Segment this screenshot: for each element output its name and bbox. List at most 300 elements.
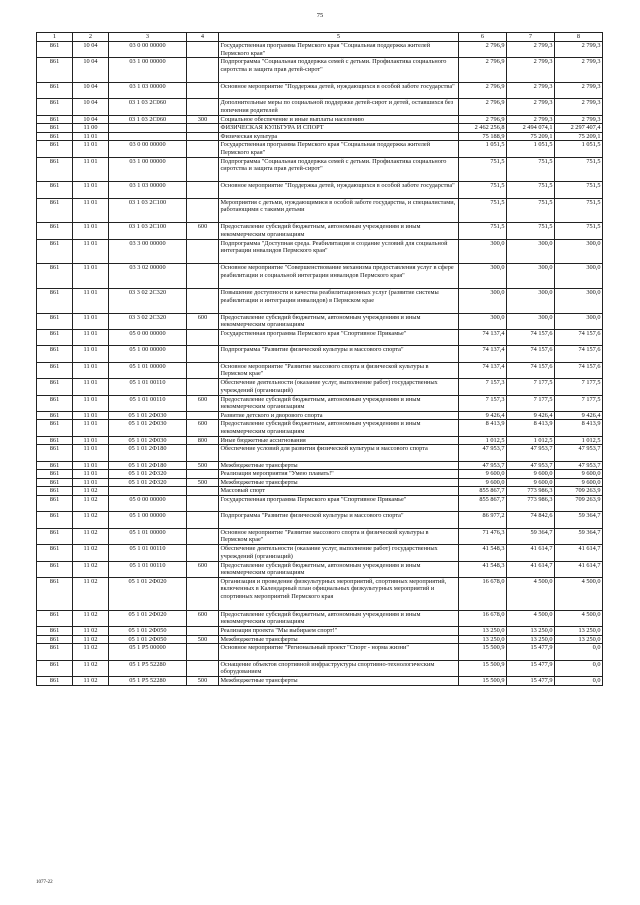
description-cell: Обеспечение условий для развития физической культуры и массового спорта: [219, 445, 459, 461]
amount-year1-cell: 74 137,4: [459, 329, 507, 345]
description-cell: Подпрограмма "Развитие физической культуры и массового спорта": [219, 512, 459, 528]
description-cell: Предоставление субсидий бюджетным, автономным учреждениям и иным некоммерческим организациям: [219, 610, 459, 626]
expense-type-cell: [187, 644, 219, 660]
amount-year2-cell: 41 614,7: [507, 561, 555, 577]
target-article-cell: 03 3 00 00000: [109, 239, 187, 264]
ministry-code-cell: 861: [37, 58, 73, 83]
ministry-code-cell: 861: [37, 660, 73, 676]
target-article-cell: 05 1 01 00110: [109, 395, 187, 411]
ministry-code-cell: 861: [37, 42, 73, 58]
ministry-code-cell: 861: [37, 478, 73, 487]
expense-type-cell: 500: [187, 635, 219, 644]
target-article-cell: 05 1 01 2Ф180: [109, 445, 187, 461]
column-header: 8: [555, 33, 603, 42]
amount-year1-cell: 47 953,7: [459, 445, 507, 461]
expense-type-cell: [187, 182, 219, 198]
ministry-code-cell: 861: [37, 239, 73, 264]
section-code-cell: 10 04: [73, 115, 109, 124]
table-row: [37, 157, 603, 182]
amount-year2-cell: 15 477,9: [507, 660, 555, 676]
target-article-cell: 03 1 03 00000: [109, 82, 187, 98]
expense-type-cell: [187, 528, 219, 544]
column-header: 7: [507, 33, 555, 42]
table-row: [37, 198, 603, 223]
table-row: [37, 577, 603, 610]
amount-year1-cell: 8 413,9: [459, 420, 507, 436]
section-code-cell: 11 02: [73, 545, 109, 561]
amount-year3-cell: 2 799,3: [555, 99, 603, 115]
expense-type-cell: [187, 157, 219, 182]
amount-year2-cell: 2 799,3: [507, 42, 555, 58]
table-row: [37, 660, 603, 676]
column-header: 2: [73, 33, 109, 42]
section-code-cell: 11 01: [73, 198, 109, 223]
amount-year3-cell: 300,0: [555, 313, 603, 329]
amount-year2-cell: 47 953,7: [507, 445, 555, 461]
amount-year3-cell: 2 799,3: [555, 58, 603, 83]
ministry-code-cell: 861: [37, 223, 73, 239]
target-article-cell: 05 1 P5 52280: [109, 660, 187, 676]
section-code-cell: 11 01: [73, 420, 109, 436]
footer-code: 1077-22: [36, 880, 53, 885]
amount-year3-cell: 2 799,3: [555, 115, 603, 124]
amount-year3-cell: 1 012,5: [555, 436, 603, 445]
amount-year1-cell: 300,0: [459, 239, 507, 264]
section-code-cell: 11 02: [73, 610, 109, 626]
target-article-cell: 03 0 00 00000: [109, 141, 187, 157]
table-row: [37, 461, 603, 470]
expense-type-cell: [187, 362, 219, 378]
ministry-code-cell: 861: [37, 362, 73, 378]
amount-year2-cell: 773 986,3: [507, 495, 555, 511]
ministry-code-cell: 861: [37, 115, 73, 124]
column-header: 1: [37, 33, 73, 42]
amount-year3-cell: 9 600,0: [555, 470, 603, 479]
amount-year2-cell: 15 477,9: [507, 676, 555, 685]
amount-year1-cell: 47 953,7: [459, 461, 507, 470]
section-code-cell: 11 02: [73, 495, 109, 511]
amount-year1-cell: 9 426,4: [459, 411, 507, 420]
amount-year3-cell: 2 799,3: [555, 82, 603, 98]
table-row: [37, 676, 603, 685]
section-code-cell: 11 02: [73, 627, 109, 636]
section-code-cell: 11 01: [73, 141, 109, 157]
expense-type-cell: 300: [187, 115, 219, 124]
amount-year1-cell: 2 462 256,8: [459, 124, 507, 133]
ministry-code-cell: 861: [37, 182, 73, 198]
description-cell: Государственная программа Пермского края "Спортивное Прикамье": [219, 495, 459, 511]
ministry-code-cell: 861: [37, 461, 73, 470]
ministry-code-cell: 861: [37, 512, 73, 528]
description-cell: Обеспечение деятельности (оказание услуг, выполнение работ) государственных учреждений (организаций): [219, 545, 459, 561]
amount-year1-cell: 13 250,0: [459, 635, 507, 644]
expense-type-cell: [187, 329, 219, 345]
amount-year2-cell: 2 799,3: [507, 82, 555, 98]
ministry-code-cell: 861: [37, 627, 73, 636]
amount-year1-cell: 41 548,3: [459, 545, 507, 561]
expense-type-cell: [187, 288, 219, 313]
table-row: [37, 610, 603, 626]
table-row: [37, 420, 603, 436]
amount-year2-cell: 75 209,1: [507, 132, 555, 141]
section-code-cell: 11 01: [73, 313, 109, 329]
amount-year1-cell: 1 051,5: [459, 141, 507, 157]
section-code-cell: 11 02: [73, 577, 109, 610]
expense-type-cell: [187, 445, 219, 461]
amount-year1-cell: 2 796,9: [459, 115, 507, 124]
expense-type-cell: 600: [187, 610, 219, 626]
table-body: [37, 42, 603, 686]
expense-type-cell: 500: [187, 478, 219, 487]
section-code-cell: 11 01: [73, 470, 109, 479]
expense-type-cell: [187, 660, 219, 676]
amount-year1-cell: 300,0: [459, 288, 507, 313]
target-article-cell: 05 1 01 00000: [109, 362, 187, 378]
ministry-code-cell: 861: [37, 635, 73, 644]
expense-type-cell: [187, 124, 219, 133]
description-cell: Реализация проекта "Мы выбираем спорт!": [219, 627, 459, 636]
description-cell: Оснащение объектов спортивной инфраструктуры спортивно-технологическим оборудованием: [219, 660, 459, 676]
target-article-cell: 05 1 01 2Ф050: [109, 635, 187, 644]
target-article-cell: 05 1 01 00000: [109, 528, 187, 544]
amount-year1-cell: 16 678,0: [459, 577, 507, 610]
description-cell: Мероприятия с детьми, нуждающимися в особой заботе государства, и специалистами, работающими с такими детьми: [219, 198, 459, 223]
expense-type-cell: [187, 470, 219, 479]
amount-year3-cell: 41 614,7: [555, 545, 603, 561]
target-article-cell: 03 0 00 00000: [109, 42, 187, 58]
amount-year3-cell: 4 500,0: [555, 577, 603, 610]
ministry-code-cell: 861: [37, 610, 73, 626]
expense-type-cell: [187, 627, 219, 636]
table-row: [37, 470, 603, 479]
expense-type-cell: 500: [187, 461, 219, 470]
expense-type-cell: 600: [187, 223, 219, 239]
table-row: [37, 346, 603, 362]
amount-year3-cell: 8 413,9: [555, 420, 603, 436]
target-article-cell: [109, 487, 187, 496]
amount-year1-cell: 2 796,9: [459, 42, 507, 58]
amount-year3-cell: 0,0: [555, 660, 603, 676]
description-cell: ФИЗИЧЕСКАЯ КУЛЬТУРА И СПОРТ: [219, 124, 459, 133]
description-cell: Государственная программа Пермского края "Спортивное Прикамье": [219, 329, 459, 345]
description-cell: Межбюджетные трансферты: [219, 478, 459, 487]
description-cell: Дополнительные меры по социальной поддержке детей-сирот и детей, оставшихся без попечения родителей: [219, 99, 459, 115]
budget-table: [36, 32, 603, 686]
amount-year2-cell: 41 614,7: [507, 545, 555, 561]
table-row: [37, 82, 603, 98]
description-cell: Организация и проведение физкультурных мероприятий, спортивных мероприятий, включенных в Календарный план официальных физкультурных мероприятий и спортивных мероприятий Пермского края: [219, 577, 459, 610]
target-article-cell: 03 1 03 00000: [109, 182, 187, 198]
amount-year2-cell: 4 500,0: [507, 610, 555, 626]
section-code-cell: 11 02: [73, 512, 109, 528]
expense-type-cell: [187, 512, 219, 528]
table-row: [37, 264, 603, 289]
ministry-code-cell: 861: [37, 141, 73, 157]
amount-year3-cell: 59 364,7: [555, 512, 603, 528]
amount-year3-cell: 751,5: [555, 157, 603, 182]
table-row: [37, 58, 603, 83]
ministry-code-cell: 861: [37, 644, 73, 660]
amount-year2-cell: 300,0: [507, 288, 555, 313]
section-code-cell: 11 01: [73, 395, 109, 411]
expense-type-cell: 600: [187, 395, 219, 411]
amount-year1-cell: 15 500,9: [459, 644, 507, 660]
table-row: [37, 635, 603, 644]
ministry-code-cell: 861: [37, 561, 73, 577]
table-row: [37, 42, 603, 58]
table-row: [37, 182, 603, 198]
section-code-cell: 11 01: [73, 329, 109, 345]
amount-year2-cell: 751,5: [507, 157, 555, 182]
expense-type-cell: 600: [187, 561, 219, 577]
amount-year1-cell: 855 867,7: [459, 495, 507, 511]
table-row: [37, 313, 603, 329]
description-cell: Развитие детского и дворового спорта: [219, 411, 459, 420]
ministry-code-cell: 861: [37, 198, 73, 223]
section-code-cell: 11 01: [73, 461, 109, 470]
amount-year1-cell: 74 137,4: [459, 346, 507, 362]
table-row: [37, 411, 603, 420]
table-row: [37, 478, 603, 487]
table-row: [37, 487, 603, 496]
table-row: [37, 288, 603, 313]
expense-type-cell: [187, 379, 219, 395]
amount-year2-cell: 47 953,7: [507, 461, 555, 470]
table-row: [37, 132, 603, 141]
table-row: [37, 436, 603, 445]
table-row: [37, 329, 603, 345]
amount-year1-cell: 7 157,3: [459, 379, 507, 395]
description-cell: Подпрограмма "Социальная поддержка семей с детьми. Профилактика социального сиротства и защита прав детей-сирот": [219, 58, 459, 83]
amount-year1-cell: 855 867,7: [459, 487, 507, 496]
section-code-cell: 10 04: [73, 99, 109, 115]
section-code-cell: 11 01: [73, 157, 109, 182]
amount-year3-cell: 7 177,5: [555, 379, 603, 395]
description-cell: Подпрограмма "Доступная среда. Реабилитация и создание условий для социальной интеграции инвалидов Пермского края": [219, 239, 459, 264]
section-code-cell: 11 01: [73, 362, 109, 378]
target-article-cell: 03 3 02 2С320: [109, 288, 187, 313]
column-header: 4: [187, 33, 219, 42]
description-cell: Предоставление субсидий бюджетным, автономным учреждениям и иным некоммерческим организациям: [219, 313, 459, 329]
description-cell: Социальное обеспечение и иные выплаты населению: [219, 115, 459, 124]
amount-year1-cell: 75 188,9: [459, 132, 507, 141]
column-header: 5: [219, 33, 459, 42]
amount-year1-cell: 41 548,3: [459, 561, 507, 577]
expense-type-cell: 500: [187, 676, 219, 685]
expense-type-cell: [187, 141, 219, 157]
ministry-code-cell: 861: [37, 470, 73, 479]
description-cell: Предоставление субсидий бюджетным, автономным учреждениям и иным некоммерческим организациям: [219, 561, 459, 577]
amount-year1-cell: 86 977,2: [459, 512, 507, 528]
amount-year2-cell: 9 426,4: [507, 411, 555, 420]
ministry-code-cell: 861: [37, 132, 73, 141]
description-cell: Основное мероприятие "Развитие массового спорта и физической культуры в Пермском крае": [219, 362, 459, 378]
expense-type-cell: [187, 198, 219, 223]
amount-year1-cell: 9 600,0: [459, 478, 507, 487]
ministry-code-cell: 861: [37, 528, 73, 544]
table-row: [37, 124, 603, 133]
expense-type-cell: [187, 495, 219, 511]
target-article-cell: 05 1 01 00110: [109, 561, 187, 577]
target-article-cell: 05 1 01 2Ф030: [109, 436, 187, 445]
amount-year3-cell: 300,0: [555, 288, 603, 313]
budget-table-container: [36, 32, 602, 686]
description-cell: Подпрограмма "Развитие физической культуры и массового спорта": [219, 346, 459, 362]
section-code-cell: 10 04: [73, 58, 109, 83]
amount-year1-cell: 751,5: [459, 182, 507, 198]
section-code-cell: 11 02: [73, 528, 109, 544]
amount-year3-cell: 0,0: [555, 644, 603, 660]
table-row: [37, 512, 603, 528]
table-header-row: [37, 33, 603, 42]
amount-year2-cell: 13 250,0: [507, 627, 555, 636]
expense-type-cell: [187, 545, 219, 561]
expense-type-cell: [187, 487, 219, 496]
section-code-cell: 11 02: [73, 635, 109, 644]
amount-year2-cell: 7 177,5: [507, 379, 555, 395]
section-code-cell: 11 01: [73, 346, 109, 362]
amount-year2-cell: 300,0: [507, 313, 555, 329]
section-code-cell: 11 01: [73, 288, 109, 313]
target-article-cell: 05 1 01 2Ф320: [109, 470, 187, 479]
target-article-cell: 03 1 03 2С100: [109, 223, 187, 239]
expense-type-cell: [187, 346, 219, 362]
expense-type-cell: [187, 132, 219, 141]
description-cell: Основное мероприятие "Региональный проект "Спорт - норма жизни": [219, 644, 459, 660]
section-code-cell: 11 01: [73, 264, 109, 289]
amount-year2-cell: 2 799,3: [507, 99, 555, 115]
target-article-cell: 05 1 01 2Ф180: [109, 461, 187, 470]
expense-type-cell: [187, 82, 219, 98]
target-article-cell: 05 0 00 00000: [109, 495, 187, 511]
amount-year2-cell: 74 157,6: [507, 329, 555, 345]
ministry-code-cell: 861: [37, 411, 73, 420]
target-article-cell: 05 1 P5 00000: [109, 644, 187, 660]
amount-year3-cell: 1 051,5: [555, 141, 603, 157]
amount-year2-cell: 9 600,0: [507, 470, 555, 479]
amount-year1-cell: 751,5: [459, 157, 507, 182]
amount-year2-cell: 300,0: [507, 239, 555, 264]
amount-year3-cell: 4 500,0: [555, 610, 603, 626]
section-code-cell: 10 04: [73, 42, 109, 58]
table-row: [37, 545, 603, 561]
amount-year3-cell: 709 263,9: [555, 487, 603, 496]
target-article-cell: 03 3 02 00000: [109, 264, 187, 289]
amount-year3-cell: 74 157,6: [555, 346, 603, 362]
target-article-cell: 05 1 00 00000: [109, 346, 187, 362]
section-code-cell: 11 01: [73, 239, 109, 264]
amount-year3-cell: 75 209,1: [555, 132, 603, 141]
amount-year2-cell: 8 413,9: [507, 420, 555, 436]
description-cell: Государственная программа Пермского края "Социальная поддержка жителей Пермского края": [219, 42, 459, 58]
amount-year3-cell: 751,5: [555, 198, 603, 223]
ministry-code-cell: 861: [37, 495, 73, 511]
description-cell: Государственная программа Пермского края "Социальная поддержка жителей Пермского края": [219, 141, 459, 157]
amount-year1-cell: 13 250,0: [459, 627, 507, 636]
expense-type-cell: 800: [187, 436, 219, 445]
target-article-cell: 05 1 01 2Ф320: [109, 478, 187, 487]
table-row: [37, 644, 603, 660]
section-code-cell: 11 00: [73, 124, 109, 133]
amount-year2-cell: 1 012,5: [507, 436, 555, 445]
target-article-cell: 05 1 01 2Ф020: [109, 577, 187, 610]
expense-type-cell: [187, 58, 219, 83]
ministry-code-cell: 861: [37, 99, 73, 115]
expense-type-cell: [187, 577, 219, 610]
amount-year1-cell: 300,0: [459, 313, 507, 329]
table-row: [37, 223, 603, 239]
target-article-cell: [109, 124, 187, 133]
section-code-cell: 11 01: [73, 182, 109, 198]
description-cell: Реализация мероприятия "Умею плавать!": [219, 470, 459, 479]
ministry-code-cell: 861: [37, 329, 73, 345]
amount-year2-cell: 300,0: [507, 264, 555, 289]
column-header: 3: [109, 33, 187, 42]
amount-year1-cell: 300,0: [459, 264, 507, 289]
amount-year3-cell: 9 426,4: [555, 411, 603, 420]
section-code-cell: 11 02: [73, 561, 109, 577]
expense-type-cell: [187, 239, 219, 264]
amount-year1-cell: 751,5: [459, 223, 507, 239]
target-article-cell: 05 1 01 00110: [109, 545, 187, 561]
table-row: [37, 395, 603, 411]
description-cell: Основное мероприятие "Развитие массового спорта и физической культуры в Пермском крае": [219, 528, 459, 544]
amount-year2-cell: 1 051,5: [507, 141, 555, 157]
table-row: [37, 362, 603, 378]
amount-year2-cell: 4 500,0: [507, 577, 555, 610]
ministry-code-cell: 861: [37, 487, 73, 496]
amount-year2-cell: 2 799,3: [507, 58, 555, 83]
amount-year1-cell: 16 678,0: [459, 610, 507, 626]
amount-year2-cell: 751,5: [507, 198, 555, 223]
target-article-cell: 05 1 01 2Ф030: [109, 411, 187, 420]
amount-year1-cell: 2 796,9: [459, 99, 507, 115]
section-code-cell: 11 01: [73, 478, 109, 487]
target-article-cell: 05 1 01 2Ф030: [109, 420, 187, 436]
target-article-cell: 05 1 00 00000: [109, 512, 187, 528]
target-article-cell: 05 1 P5 52280: [109, 676, 187, 685]
section-code-cell: 11 01: [73, 132, 109, 141]
description-cell: Иные бюджетные ассигнования: [219, 436, 459, 445]
description-cell: Межбюджетные трансферты: [219, 635, 459, 644]
amount-year3-cell: 300,0: [555, 239, 603, 264]
section-code-cell: 11 01: [73, 445, 109, 461]
ministry-code-cell: 861: [37, 379, 73, 395]
amount-year3-cell: 751,5: [555, 223, 603, 239]
amount-year2-cell: 59 364,7: [507, 528, 555, 544]
amount-year3-cell: 751,5: [555, 182, 603, 198]
amount-year1-cell: 2 796,9: [459, 82, 507, 98]
expense-type-cell: 600: [187, 313, 219, 329]
target-article-cell: 03 1 03 2С060: [109, 99, 187, 115]
description-cell: Предоставление субсидий бюджетным, автономным учреждениям и иным некоммерческим организациям: [219, 420, 459, 436]
section-code-cell: 11 02: [73, 644, 109, 660]
description-cell: Физическая культура: [219, 132, 459, 141]
amount-year2-cell: 74 842,6: [507, 512, 555, 528]
ministry-code-cell: 861: [37, 82, 73, 98]
amount-year2-cell: 13 250,0: [507, 635, 555, 644]
ministry-code-cell: 861: [37, 264, 73, 289]
section-code-cell: 11 02: [73, 676, 109, 685]
ministry-code-cell: 861: [37, 124, 73, 133]
description-cell: Основное мероприятие "Поддержка детей, нуждающихся в особой заботе государства": [219, 82, 459, 98]
ministry-code-cell: 861: [37, 288, 73, 313]
description-cell: Межбюджетные трансферты: [219, 676, 459, 685]
expense-type-cell: [187, 42, 219, 58]
table-row: [37, 379, 603, 395]
amount-year1-cell: 2 796,9: [459, 58, 507, 83]
amount-year1-cell: 15 500,9: [459, 660, 507, 676]
